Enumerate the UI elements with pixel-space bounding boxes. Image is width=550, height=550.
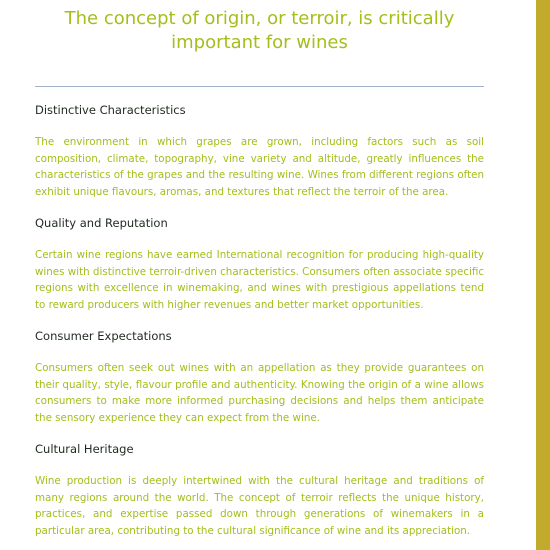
section-heading-distinctive-characteristics: Distinctive Characteristics (35, 103, 186, 117)
decorative-side-bar (536, 0, 550, 550)
section-body-cultural-heritage: Wine production is deeply intertwined with the cultural heritage and traditions of many regions around the world. The concept of terroir reflects the unique history, practices, and expertise passed down through generations of winemakers in a particular area, contributing to the cultural significance of wine and its appreciation. (35, 475, 484, 537)
page-title: The concept of origin, or terroir, is critically important for wines (64, 8, 455, 53)
section-heading-cultural-heritage: Cultural Heritage (35, 442, 134, 456)
section-body-quality-and-reputation: Certain wine regions have earned International recognition for producing high-quality wines with distinctive terroir-driven characteristics. Consumers often associate specific regions with excellence in winemaking, and wines with prestigious appellations tend to reward producers with higher revenues and better market opportunities. (35, 249, 484, 311)
title-divider (35, 86, 484, 87)
section-body-consumer-expectations: Consumers often seek out wines with an appellation as they provide guarantees on their quality, style, flavour profile and authenticity. Knowing the origin of a wine allows consumers to make more informed purchasing decisions and helps them anticipate the sensory experience they can expect from the wine. (35, 362, 484, 424)
section-heading-consumer-expectations: Consumer Expectations (35, 329, 172, 343)
section-body-distinctive-characteristics: The environment in which grapes are grown, including factors such as soil composition, climate, topography, vine variety and altitude, greatly influences the characteristics of the grapes and the resulting wine. Wines from different regions often exhibit unique flavours, aromas, and textures that reflect the terroir of the area. (35, 136, 484, 198)
section-heading-quality-and-reputation: Quality and Reputation (35, 216, 168, 230)
